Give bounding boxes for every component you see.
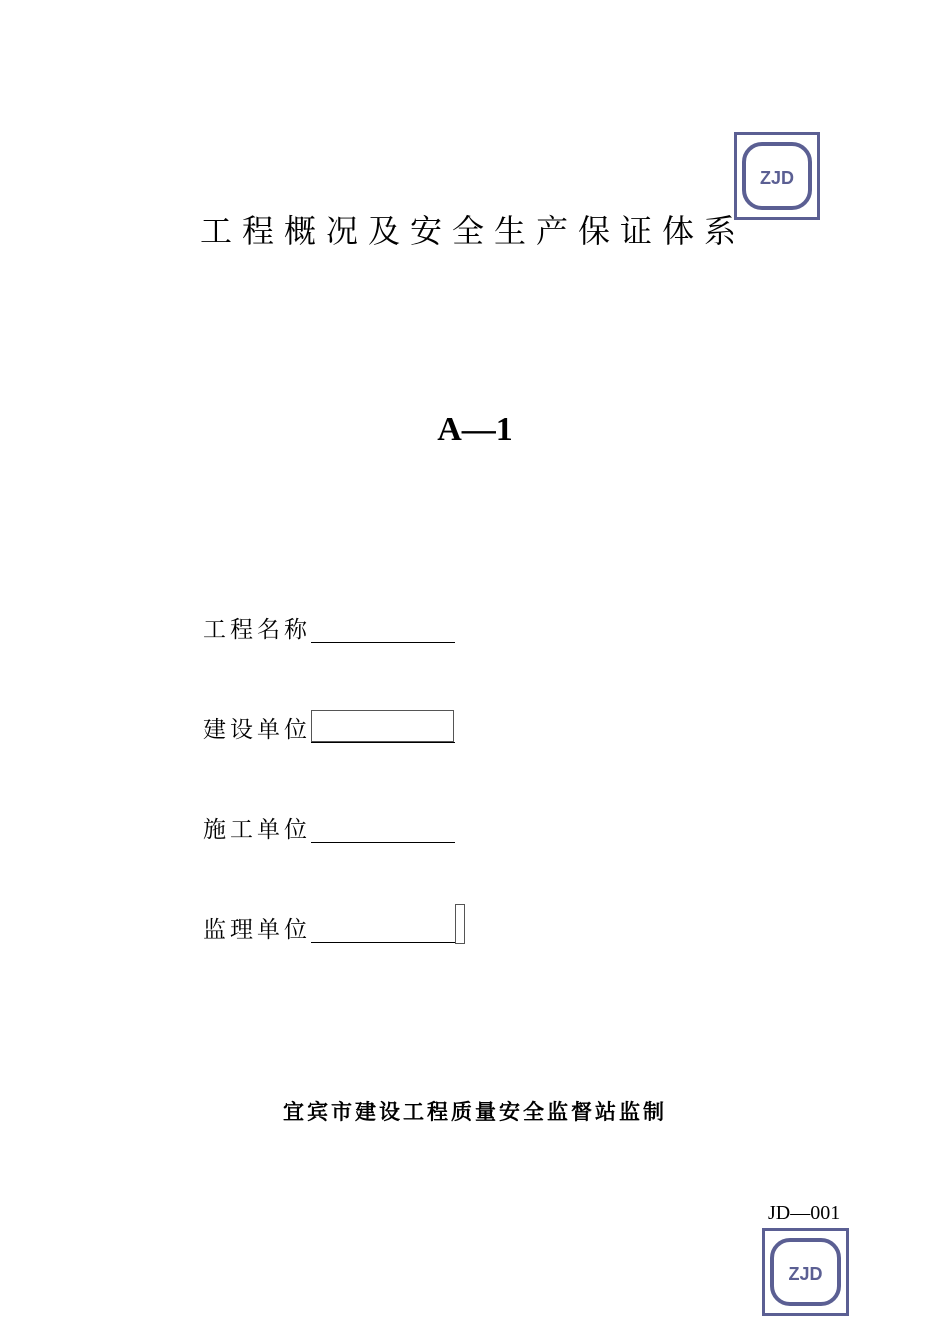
field-supervision-unit [203, 905, 455, 945]
field-label: 工程名称 [203, 617, 311, 643]
field-construction-unit [203, 705, 455, 745]
form-code: A—1 [437, 411, 513, 448]
svg-text:ZJD: ZJD [788, 1264, 823, 1284]
document-title: 工程概况及安全生产保证体系 [200, 212, 747, 250]
contractor-unit-input[interactable] [311, 816, 455, 843]
construction-unit-input[interactable] [311, 716, 455, 743]
zjd-seal-icon [737, 135, 817, 217]
supervision-unit-input[interactable] [311, 916, 455, 943]
field-contractor-unit [203, 805, 455, 845]
field-label: 监理单位 [203, 917, 311, 943]
zjd-logo-bottom [762, 1228, 849, 1316]
document-number: JD—001 [768, 1202, 841, 1224]
field-label: 施工单位 [203, 817, 311, 843]
svg-text:ZJD: ZJD [759, 168, 795, 188]
zjd-seal-icon [765, 1231, 846, 1313]
issuer-text: 宜宾市建设工程质量安全监督站监制 [283, 1100, 667, 1124]
field-label: 建设单位 [203, 717, 311, 743]
field-project-name [203, 605, 455, 645]
project-name-input[interactable] [311, 616, 455, 643]
